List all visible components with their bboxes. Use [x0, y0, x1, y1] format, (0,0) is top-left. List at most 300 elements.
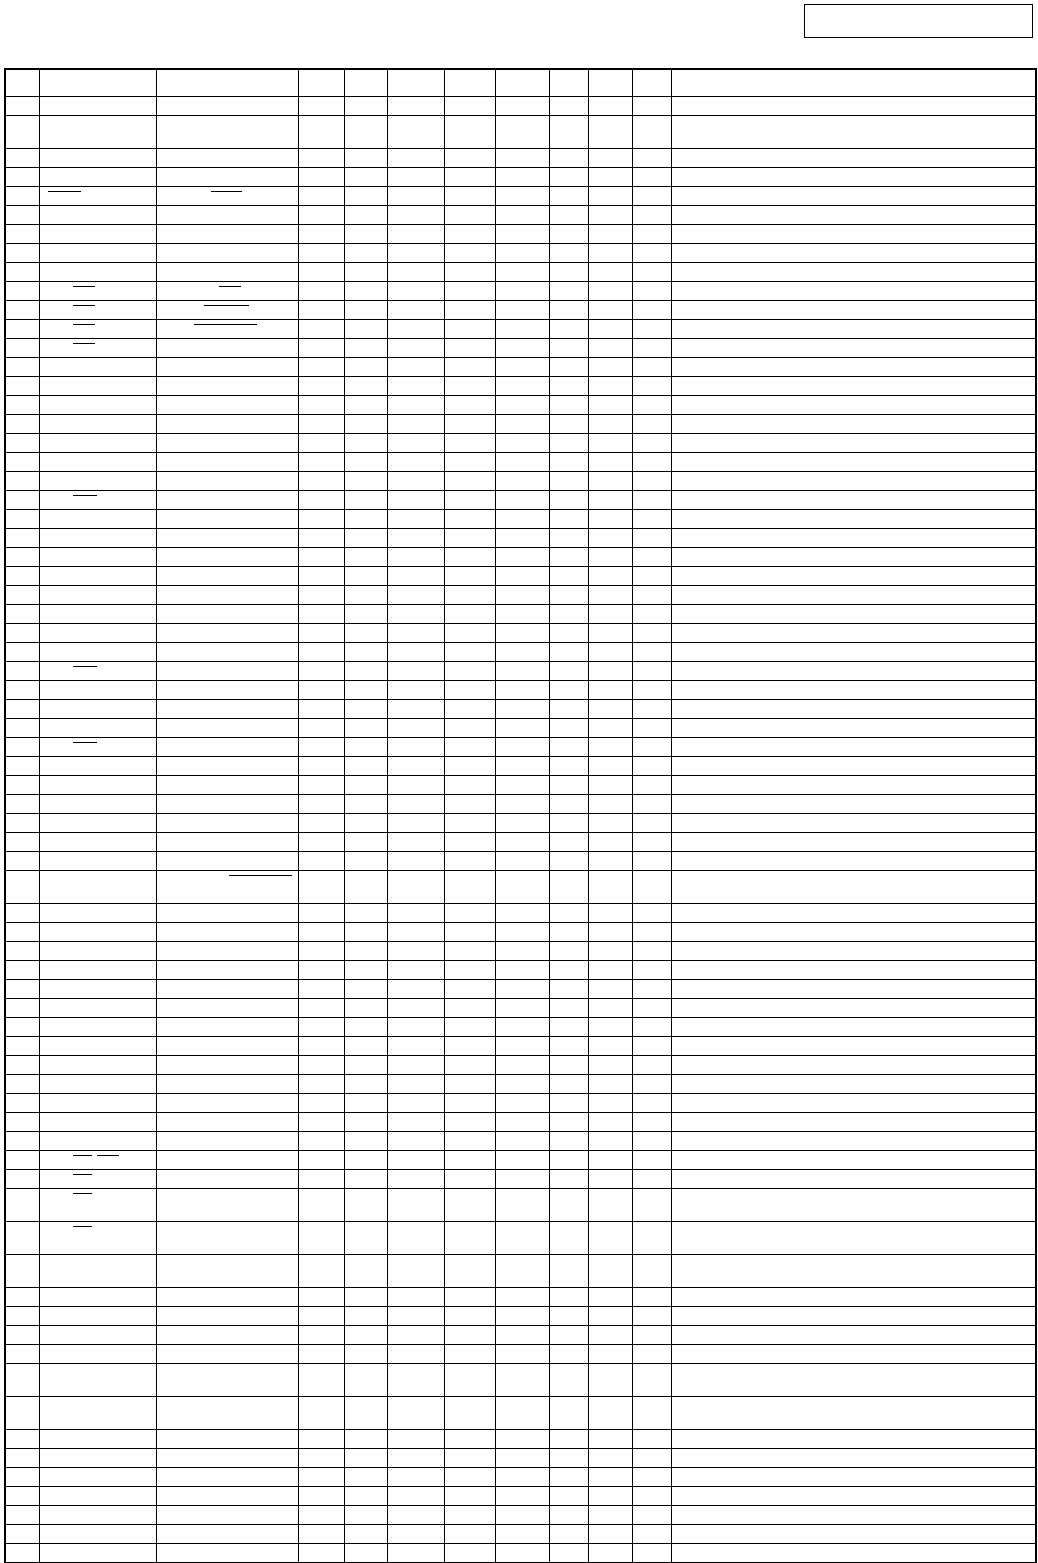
table-cell [588, 922, 632, 941]
table-cell [156, 1429, 298, 1448]
table-cell [671, 832, 1036, 851]
table-cell [387, 148, 444, 167]
table-cell [671, 1543, 1036, 1562]
table-cell [387, 1396, 444, 1429]
table-cell [549, 1074, 588, 1093]
table-cell [387, 224, 444, 243]
table-cell [5, 566, 39, 585]
table-cell [444, 433, 495, 452]
table-cell [632, 718, 671, 737]
table-cell [5, 1221, 39, 1254]
table-cell [387, 243, 444, 262]
table-row [5, 832, 1036, 851]
table-cell [444, 1254, 495, 1287]
table-cell [344, 1221, 387, 1254]
table-cell [344, 1505, 387, 1524]
table-cell [671, 680, 1036, 699]
table-cell [495, 547, 549, 566]
table-cell [344, 870, 387, 903]
table-cell [671, 1017, 1036, 1036]
table-cell [298, 604, 344, 623]
table-cell [156, 509, 298, 528]
table-row [5, 376, 1036, 395]
table-row [5, 1486, 1036, 1505]
table-cell [671, 998, 1036, 1017]
table-cell [387, 979, 444, 998]
table-cell [588, 718, 632, 737]
table-cell [588, 395, 632, 414]
table-cell [495, 148, 549, 167]
table-cell [588, 756, 632, 775]
table-cell [549, 490, 588, 509]
table-cell [444, 1325, 495, 1344]
table-cell [39, 1429, 156, 1448]
table-cell [444, 1112, 495, 1131]
table-cell [671, 922, 1036, 941]
signal-overline [73, 324, 95, 325]
table-cell [588, 1429, 632, 1448]
table-cell [298, 1287, 344, 1306]
table-cell [156, 979, 298, 998]
table-cell [671, 851, 1036, 870]
table-cell [549, 1396, 588, 1429]
table-cell [549, 661, 588, 680]
table-cell [632, 775, 671, 794]
header-cell [156, 69, 298, 96]
table-cell [549, 922, 588, 941]
table-cell [549, 338, 588, 357]
table-cell [298, 737, 344, 756]
table-cell [444, 585, 495, 604]
table-cell [298, 243, 344, 262]
table-cell [344, 452, 387, 471]
table-row [5, 338, 1036, 357]
table-cell [588, 813, 632, 832]
table-cell [671, 376, 1036, 395]
table-row [5, 1150, 1036, 1169]
table-row [5, 1131, 1036, 1150]
table-cell [387, 1363, 444, 1396]
table-cell [588, 148, 632, 167]
table-row [5, 1448, 1036, 1467]
table-cell [156, 566, 298, 585]
table-cell [387, 903, 444, 922]
table-cell [298, 794, 344, 813]
table-cell [444, 338, 495, 357]
table-cell [549, 680, 588, 699]
table-cell [344, 319, 387, 338]
table-cell [588, 642, 632, 661]
table-cell [671, 813, 1036, 832]
table-cell [495, 851, 549, 870]
table-cell [156, 1221, 298, 1254]
table-row [5, 1467, 1036, 1486]
table-cell [444, 604, 495, 623]
table-cell [588, 1325, 632, 1344]
table-cell [387, 1221, 444, 1254]
table-cell [671, 1150, 1036, 1169]
table-cell [5, 756, 39, 775]
table-cell [298, 376, 344, 395]
table-row [5, 756, 1036, 775]
table-cell [671, 490, 1036, 509]
signal-overline [194, 324, 257, 325]
table-cell [632, 471, 671, 490]
table-cell [549, 1055, 588, 1074]
table-cell [632, 566, 671, 585]
table-cell [495, 699, 549, 718]
table-cell [39, 262, 156, 281]
table-cell [5, 490, 39, 509]
table-cell [588, 1093, 632, 1112]
table-cell [39, 1055, 156, 1074]
table-row [5, 718, 1036, 737]
table-cell [444, 1150, 495, 1169]
table-cell [444, 566, 495, 585]
table-cell [588, 96, 632, 115]
table-cell [5, 1254, 39, 1287]
table-cell [344, 395, 387, 414]
table-cell [632, 998, 671, 1017]
table-cell [39, 903, 156, 922]
table-row [5, 1287, 1036, 1306]
table-row [5, 1543, 1036, 1562]
table-cell [39, 941, 156, 960]
table-row [5, 300, 1036, 319]
table-cell [495, 1150, 549, 1169]
table-cell [632, 1344, 671, 1363]
table-cell [5, 509, 39, 528]
table-cell [549, 623, 588, 642]
table-cell [156, 1074, 298, 1093]
table-cell [344, 205, 387, 224]
table-cell [444, 395, 495, 414]
table-row [5, 870, 1036, 903]
table-cell [298, 96, 344, 115]
table-cell [344, 148, 387, 167]
table-cell [632, 115, 671, 148]
table-cell [549, 1131, 588, 1150]
table-cell [156, 452, 298, 471]
table-row [5, 1055, 1036, 1074]
table-cell [671, 1221, 1036, 1254]
header-cell [5, 69, 39, 96]
table-cell [444, 642, 495, 661]
table-cell [344, 1467, 387, 1486]
table-cell [344, 794, 387, 813]
signal-overline [97, 1155, 119, 1156]
table-row [5, 1363, 1036, 1396]
table-cell [344, 566, 387, 585]
table-cell [298, 115, 344, 148]
table-cell [632, 941, 671, 960]
table-row [5, 281, 1036, 300]
table-cell [39, 1396, 156, 1429]
table-cell [549, 1169, 588, 1188]
table-cell [632, 1306, 671, 1325]
table-cell [588, 414, 632, 433]
table-cell [5, 903, 39, 922]
table-cell [387, 490, 444, 509]
table-cell [387, 1505, 444, 1524]
table-row [5, 115, 1036, 148]
table-cell [387, 186, 444, 205]
table-cell [344, 1524, 387, 1543]
table-cell [387, 1486, 444, 1505]
table-cell [549, 998, 588, 1017]
table-cell [588, 960, 632, 979]
table-cell [495, 1221, 549, 1254]
table-cell [5, 1287, 39, 1306]
table-cell [387, 1448, 444, 1467]
table-cell [495, 1524, 549, 1543]
table-cell [671, 1467, 1036, 1486]
table-cell [5, 813, 39, 832]
table-cell [671, 547, 1036, 566]
table-cell [387, 870, 444, 903]
table-cell [39, 96, 156, 115]
table-cell [549, 528, 588, 547]
table-cell [156, 357, 298, 376]
table-cell [588, 903, 632, 922]
table-cell [495, 832, 549, 851]
table-cell [588, 1254, 632, 1287]
table-cell [344, 737, 387, 756]
table-cell [549, 547, 588, 566]
table-cell [549, 1306, 588, 1325]
table-cell [156, 1448, 298, 1467]
table-cell [671, 433, 1036, 452]
table-cell [344, 1093, 387, 1112]
table-cell [588, 1169, 632, 1188]
table-cell [632, 1150, 671, 1169]
table-cell [387, 414, 444, 433]
table-row [5, 851, 1036, 870]
table-cell [5, 604, 39, 623]
table-row [5, 1524, 1036, 1543]
table-cell [495, 1505, 549, 1524]
table-cell [632, 699, 671, 718]
table-cell [387, 547, 444, 566]
table-cell [156, 243, 298, 262]
table-cell [588, 775, 632, 794]
table-cell [444, 1036, 495, 1055]
table-cell [549, 1112, 588, 1131]
table-cell [671, 1325, 1036, 1344]
table-cell [671, 661, 1036, 680]
table-row [5, 604, 1036, 623]
table-cell [39, 870, 156, 903]
table-cell [495, 870, 549, 903]
table-cell [5, 998, 39, 1017]
table-cell [444, 148, 495, 167]
table-cell [298, 1429, 344, 1448]
table-cell [298, 1306, 344, 1325]
table-cell [39, 433, 156, 452]
table-cell [298, 1344, 344, 1363]
table-cell [39, 1467, 156, 1486]
table-cell [387, 922, 444, 941]
table-cell [156, 718, 298, 737]
table-cell [588, 224, 632, 243]
table-cell [444, 167, 495, 186]
table-cell [298, 186, 344, 205]
table-cell [549, 262, 588, 281]
table-cell [39, 281, 156, 300]
table-cell [39, 794, 156, 813]
signal-overline [73, 1155, 92, 1156]
table-cell [39, 1505, 156, 1524]
table-cell [298, 998, 344, 1017]
table-cell [344, 642, 387, 661]
table-cell [444, 205, 495, 224]
table-cell [5, 1505, 39, 1524]
table-cell [549, 737, 588, 756]
table-cell [549, 979, 588, 998]
table-cell [156, 922, 298, 941]
table-cell [39, 661, 156, 680]
table-cell [298, 1254, 344, 1287]
table-cell [632, 300, 671, 319]
table-cell [671, 148, 1036, 167]
table-cell [444, 1055, 495, 1074]
table-cell [588, 737, 632, 756]
table-cell [298, 1112, 344, 1131]
table-cell [298, 1396, 344, 1429]
table-cell [156, 1524, 298, 1543]
table-cell [495, 566, 549, 585]
table-cell [5, 1093, 39, 1112]
table-cell [156, 1150, 298, 1169]
table-cell [588, 357, 632, 376]
table-cell [671, 903, 1036, 922]
table-cell [632, 680, 671, 699]
table-cell [5, 1524, 39, 1543]
table-cell [588, 1074, 632, 1093]
header-cell [444, 69, 495, 96]
table-cell [495, 794, 549, 813]
table-cell [495, 528, 549, 547]
table-cell [671, 357, 1036, 376]
table-cell [387, 1112, 444, 1131]
table-cell [632, 813, 671, 832]
table-cell [671, 1036, 1036, 1055]
table-cell [549, 813, 588, 832]
table-cell [549, 471, 588, 490]
table-cell [39, 357, 156, 376]
table-cell [298, 338, 344, 357]
table-cell [39, 1325, 156, 1344]
table-cell [588, 547, 632, 566]
table-cell [387, 566, 444, 585]
table-cell [549, 433, 588, 452]
table-row [5, 262, 1036, 281]
table-cell [549, 414, 588, 433]
table-row [5, 224, 1036, 243]
header-cell [588, 69, 632, 96]
table-cell [671, 395, 1036, 414]
table-cell [632, 414, 671, 433]
table-cell [387, 205, 444, 224]
table-cell [39, 1486, 156, 1505]
table-row [5, 1505, 1036, 1524]
table-cell [387, 1467, 444, 1486]
table-cell [495, 1093, 549, 1112]
table-cell [671, 623, 1036, 642]
table-cell [298, 148, 344, 167]
table-cell [387, 1093, 444, 1112]
table-cell [39, 979, 156, 998]
table-cell [671, 1429, 1036, 1448]
table-cell [495, 1036, 549, 1055]
table-cell [298, 813, 344, 832]
table-cell [495, 642, 549, 661]
table-cell [588, 1543, 632, 1562]
table-cell [495, 1131, 549, 1150]
table-cell [387, 1036, 444, 1055]
table-cell [495, 1429, 549, 1448]
table-cell [344, 585, 387, 604]
table-cell [495, 813, 549, 832]
table-cell [495, 585, 549, 604]
table-cell [549, 1188, 588, 1221]
table-cell [632, 737, 671, 756]
table-cell [444, 1131, 495, 1150]
table-cell [298, 395, 344, 414]
table-cell [344, 1429, 387, 1448]
table-cell [444, 490, 495, 509]
table-row [5, 585, 1036, 604]
table-cell [39, 642, 156, 661]
table-cell [156, 319, 298, 338]
table-cell [5, 718, 39, 737]
table-cell [387, 509, 444, 528]
table-cell [298, 1188, 344, 1221]
table-cell [495, 979, 549, 998]
table-cell [344, 756, 387, 775]
table-cell [632, 338, 671, 357]
table-row [5, 1093, 1036, 1112]
table-cell [344, 903, 387, 922]
table-cell [344, 509, 387, 528]
table-cell [387, 1131, 444, 1150]
table-cell [387, 737, 444, 756]
table-cell [344, 357, 387, 376]
table-cell [632, 1112, 671, 1131]
table-cell [444, 623, 495, 642]
table-cell [344, 832, 387, 851]
table-cell [549, 775, 588, 794]
table-cell [549, 832, 588, 851]
table-cell [588, 1448, 632, 1467]
table-row [5, 998, 1036, 1017]
table-cell [549, 300, 588, 319]
table-cell [156, 737, 298, 756]
signal-overline [73, 1226, 92, 1227]
table-cell [344, 414, 387, 433]
table-cell [344, 1363, 387, 1396]
header-cell [632, 69, 671, 96]
table-cell [387, 851, 444, 870]
table-cell [156, 1131, 298, 1150]
table-cell [495, 775, 549, 794]
table-cell [39, 148, 156, 167]
signal-overline [211, 191, 242, 192]
table-cell [298, 775, 344, 794]
table-cell [671, 338, 1036, 357]
table-row [5, 794, 1036, 813]
table-cell [444, 1448, 495, 1467]
